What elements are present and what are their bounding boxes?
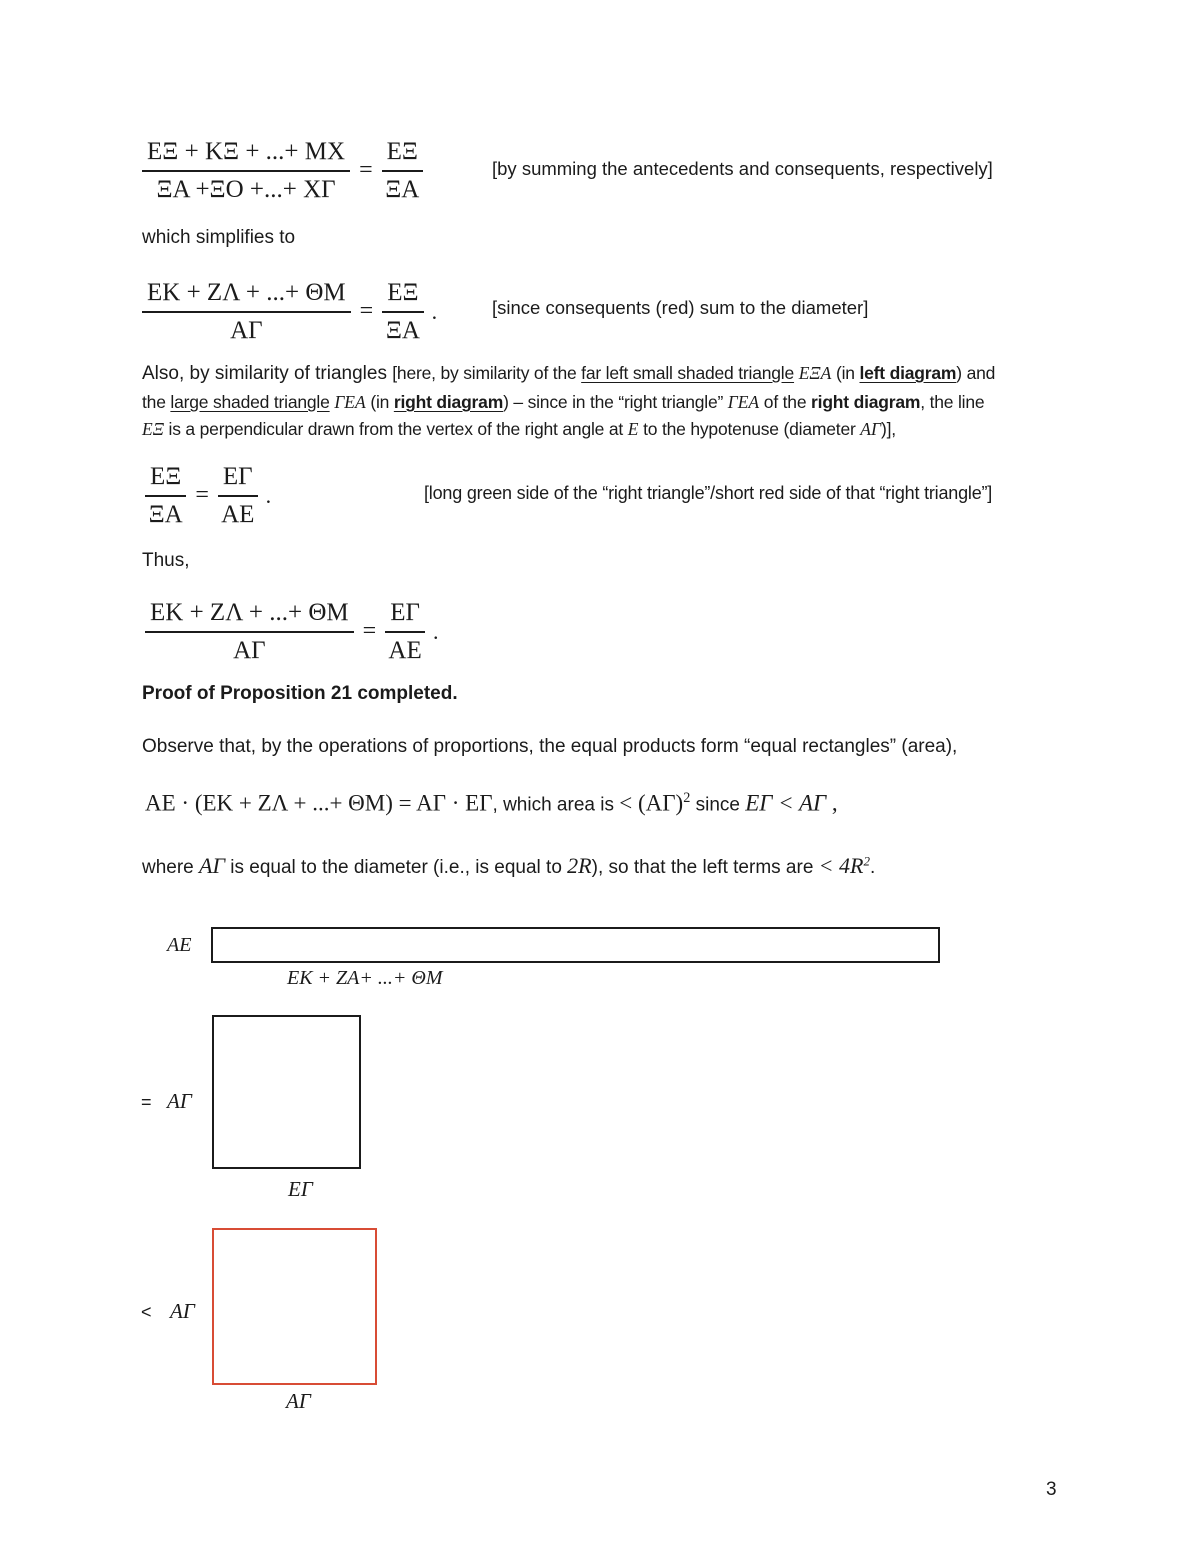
fraction-lhs [142, 137, 350, 204]
fraction-denominator: ΞΑ [385, 175, 420, 203]
fraction-rhs [385, 598, 425, 665]
math-symbol: Ε [627, 419, 639, 440]
paragraph-text: to the hypotenuse (diameter [638, 419, 861, 440]
square2-bottom-label: ΑΓ [286, 1389, 311, 1413]
math-symbol: 2R [567, 853, 592, 878]
equals-sign: = [359, 157, 373, 183]
equals-sign: = [195, 482, 209, 508]
fraction-numerator: ΕΓ [218, 462, 258, 497]
proof-completed-line: Proof of Proposition 21 completed. [142, 683, 458, 704]
equation-5 [145, 790, 838, 817]
fraction-rhs [218, 462, 258, 529]
period: . [432, 618, 439, 644]
math-symbol: ΕΞ [142, 419, 164, 440]
fraction-denominator: ΑΕ [221, 500, 255, 528]
equals-sign: = [362, 618, 377, 644]
equation-2 [142, 278, 437, 345]
fraction-lhs [145, 462, 186, 529]
where-text: is equal to the diameter (i.e., is equal to [224, 857, 568, 878]
fraction-denominator: ΞΑ [148, 500, 183, 528]
equation-4 [145, 598, 438, 665]
fraction-lhs [142, 278, 351, 345]
math-expression: < (ΑΓ) [619, 790, 684, 816]
where-line [142, 853, 875, 879]
paragraph-text: (in [831, 363, 860, 383]
rect-left-label: ΑΕ [167, 934, 192, 956]
observe-line: Observe that, by the operations of proportions, the equal products form “equal rectangles” (area), [142, 736, 958, 757]
fraction-numerator: ΕΚ + ΖΛ + ...+ ΘΜ [145, 598, 354, 633]
fraction-numerator: ΕΞ [382, 278, 423, 313]
page-number: 3 [1046, 1479, 1057, 1500]
fraction-numerator: ΕΓ [385, 598, 425, 633]
fraction-numerator: ΕΞ [382, 137, 423, 172]
paragraph-text: )], [880, 419, 896, 440]
where-text: ), so that the left terms are [591, 857, 819, 878]
underlined-phrase: large shaded triangle [170, 391, 330, 412]
superscript-2: 2 [683, 790, 691, 806]
comment-2: [since consequents (red) sum to the diameter] [492, 297, 869, 318]
superscript-2: 2 [863, 853, 870, 869]
math-symbol: ΓΕΑ [727, 391, 760, 412]
paragraph-text: the [142, 391, 171, 412]
square2-side-label: ΑΓ [170, 1299, 195, 1323]
paragraph-text: is a perpendicular drawn from the vertex of the right angle at [163, 419, 628, 440]
paragraph-lead: Also, by similarity of triangles [142, 363, 393, 384]
paragraph-text: , the line [920, 391, 985, 412]
paragraph-text: of the [759, 391, 812, 412]
paragraph-text: (in [365, 391, 394, 412]
period: . [265, 482, 272, 508]
paragraph-text: ) and [956, 363, 996, 383]
equals-sign: = [359, 298, 374, 324]
equation-3 [145, 462, 271, 529]
square1-side-label: ΑΓ [167, 1089, 192, 1113]
where-text: . [869, 857, 876, 878]
underlined-phrase: far left small shaded triangle [581, 363, 795, 383]
equation-1 [142, 137, 423, 204]
similarity-paragraph [142, 360, 1102, 444]
bold-phrase: right diagram [811, 391, 921, 412]
thus-line: Thus, [142, 550, 190, 571]
rect-bottom-label: ΕΚ + ΖΑ+ ...+ ΘΜ [287, 967, 443, 989]
area-rectangle [211, 927, 940, 963]
equation-text: , which area is [492, 794, 620, 816]
math-expression: ΕΓ < ΑΓ [745, 790, 827, 816]
math-symbol: ΓΕΑ [334, 391, 366, 412]
fraction-rhs [382, 278, 423, 345]
math-symbol: ΕΞΑ [798, 363, 832, 383]
fraction-denominator: ΞΑ +ΞΟ +...+ ΧΓ [156, 175, 336, 203]
simplify-line: which simplifies to [142, 227, 296, 248]
comment-3: [long green side of the “right triangle”/short red side of that “right triangle”] [424, 483, 993, 503]
fraction-denominator: ΑΓ [233, 636, 266, 664]
fraction-denominator: ΑΕ [388, 636, 422, 664]
equation-text: since [690, 794, 746, 816]
comment-1: [by summing the antecedents and consequents, respectively] [492, 158, 993, 179]
paragraph-text: ) – since in the “right triangle” [503, 391, 728, 412]
math-symbol: ΑΓ [199, 853, 225, 878]
fraction-numerator: ΕΞ [145, 462, 186, 497]
fraction-denominator: ΑΓ [230, 316, 263, 344]
fraction-denominator: ΞΑ [385, 316, 420, 344]
equation-text: , [826, 790, 838, 816]
period: . [431, 298, 438, 324]
math-symbol: ΑΓ [860, 419, 881, 440]
red-square [212, 1228, 377, 1385]
bold-underlined-phrase: right diagram [393, 391, 504, 412]
paragraph-text: [here, by similarity of the [392, 363, 582, 383]
equals-operator: = [141, 1092, 152, 1112]
bold-underlined-phrase: left diagram [859, 363, 957, 383]
where-text: where [142, 857, 200, 878]
fraction-lhs [145, 598, 354, 665]
less-than-operator: < [141, 1302, 152, 1322]
math-expression: < 4R [818, 853, 864, 878]
math-expression: ΑΕ · (ΕΚ + ΖΛ + ...+ ΘΜ) = ΑΓ · ΕΓ [145, 790, 493, 816]
fraction-rhs [382, 137, 423, 204]
fraction-numerator: ΕΞ + ΚΞ + ...+ ΜΧ [142, 137, 350, 172]
square1-bottom-label: ΕΓ [288, 1177, 313, 1201]
fraction-numerator: ΕΚ + ΖΛ + ...+ ΘΜ [142, 278, 351, 313]
black-square [212, 1015, 361, 1169]
